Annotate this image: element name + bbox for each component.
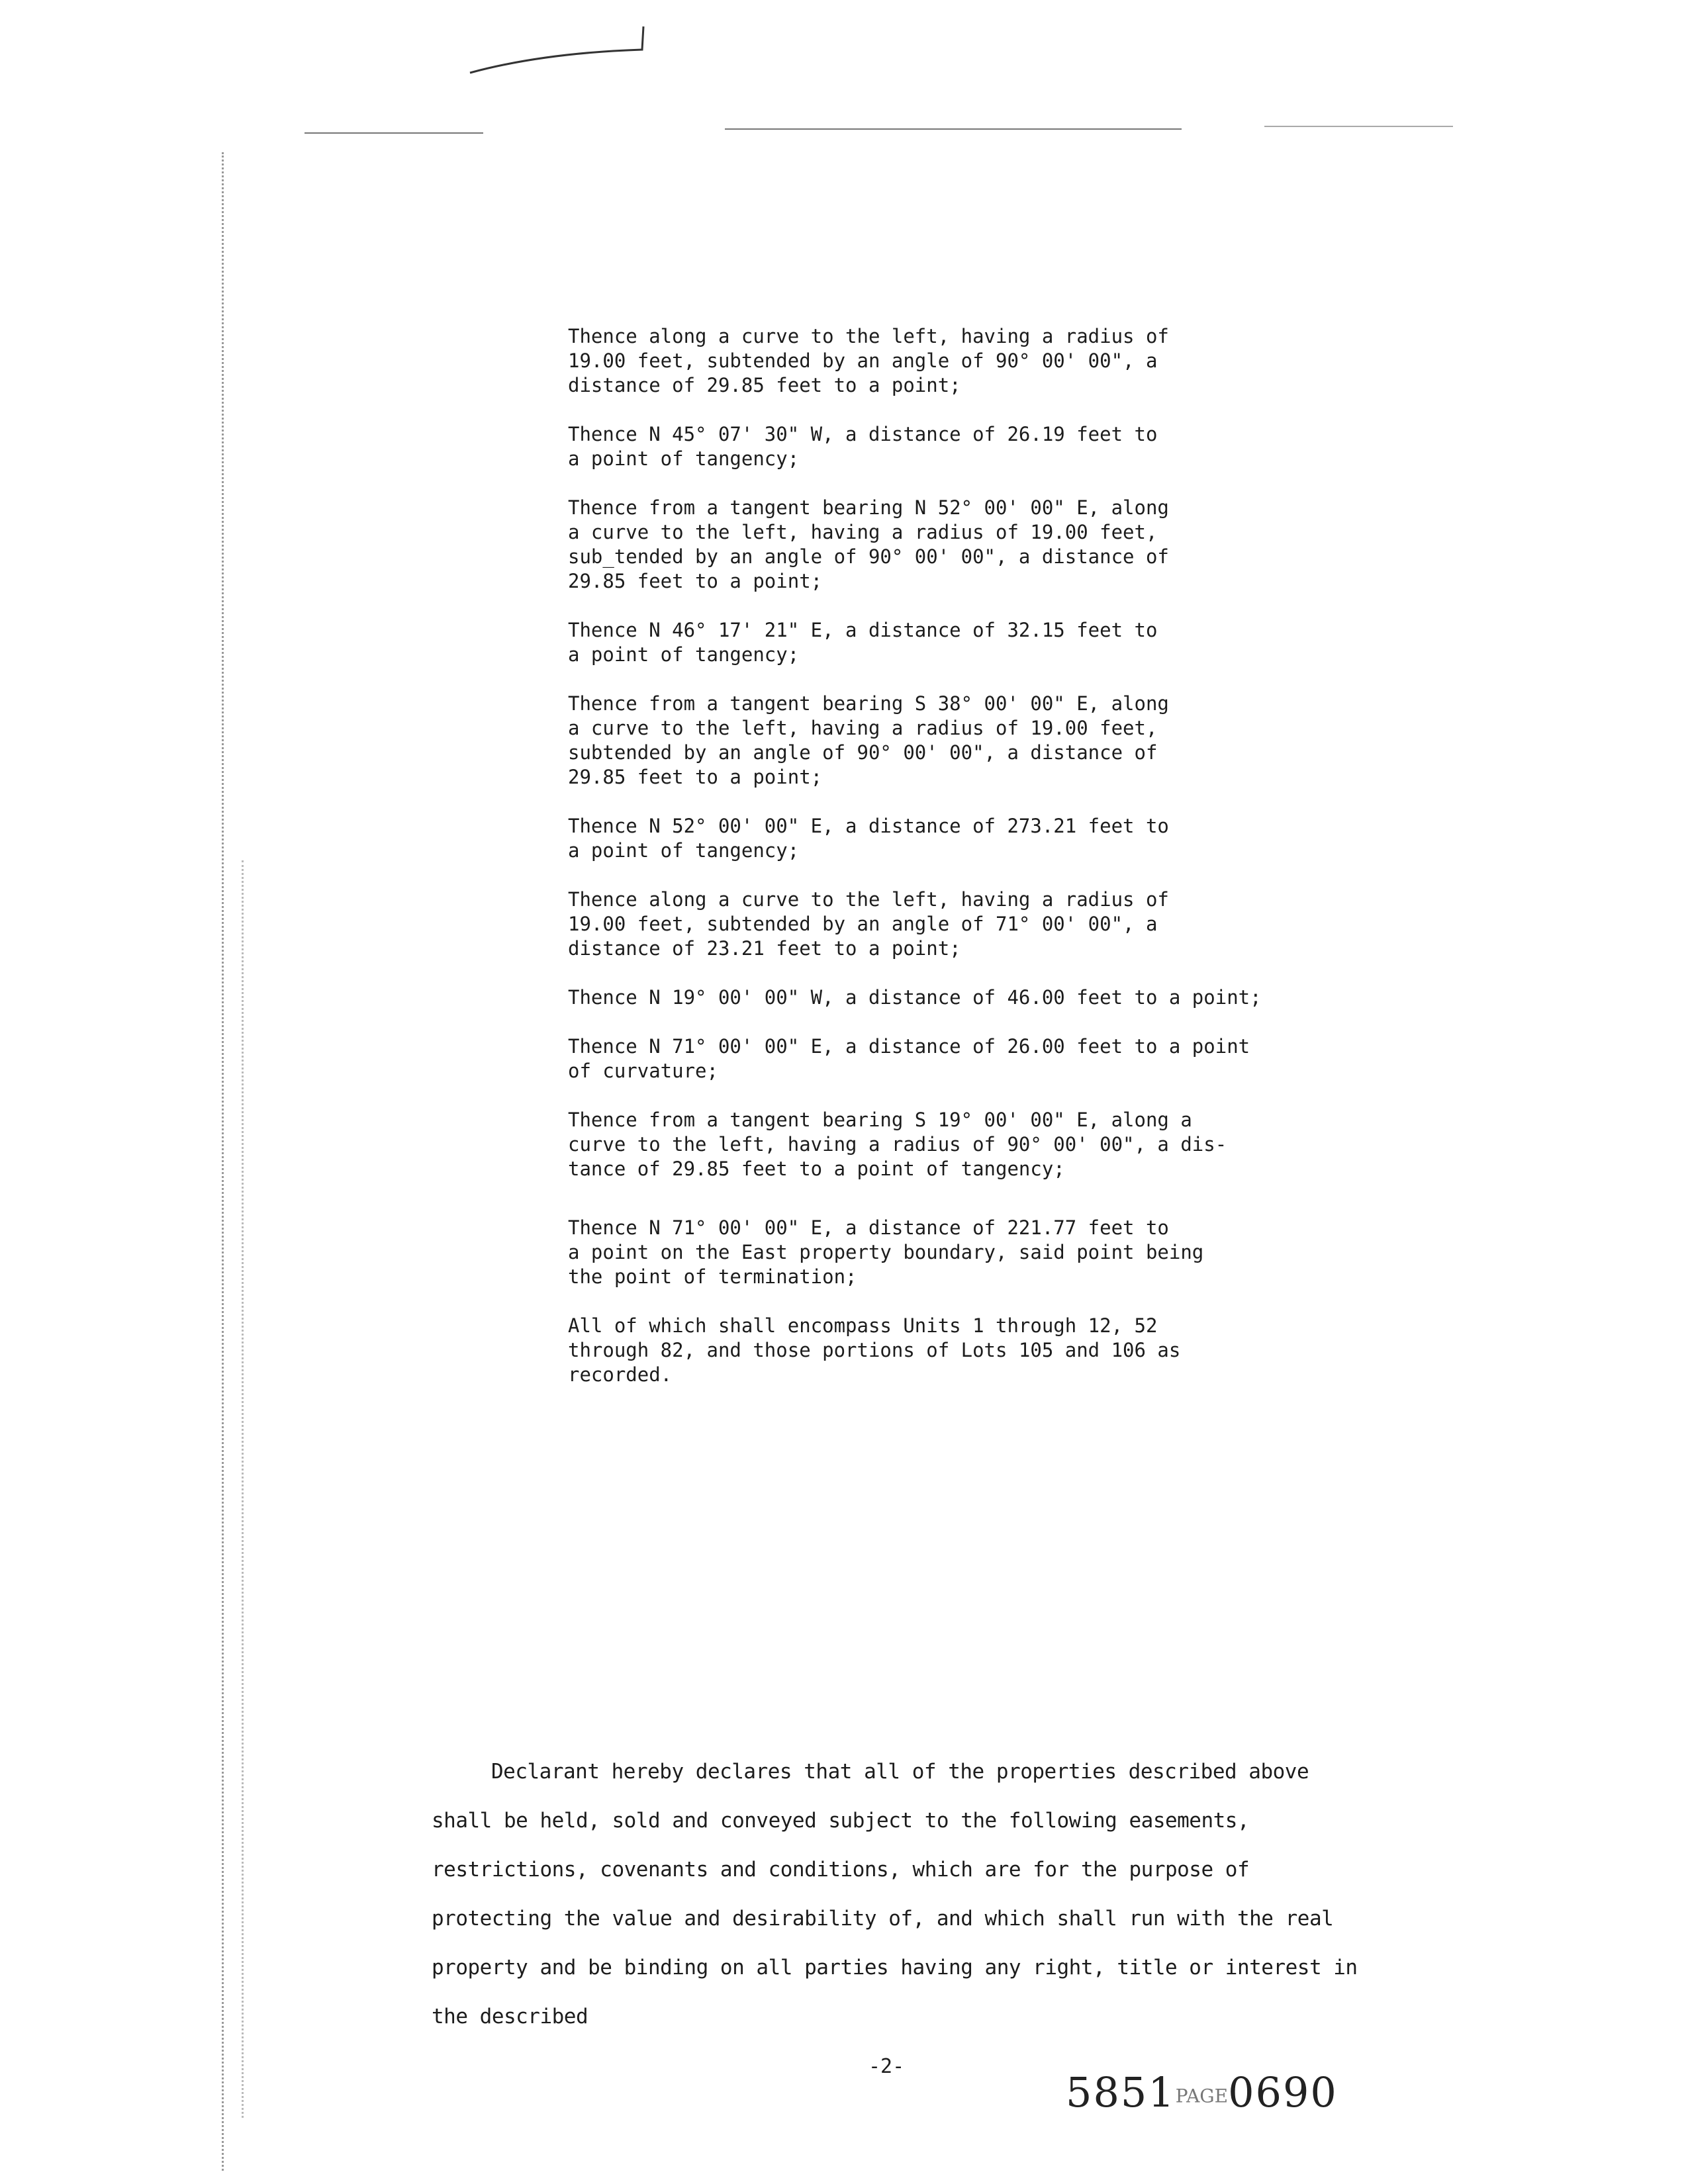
legal-line: 19.00 feet, subtended by an angle of 90° 00' 00", a xyxy=(568,349,1158,372)
page-number: -2- xyxy=(868,2055,905,2078)
legal-line: a point of tangency; xyxy=(568,447,800,470)
legal-line: distance of 29.85 feet to a point; xyxy=(568,374,961,396)
legal-line: curve to the left, having a radius of 90° 00' 00", a dis- xyxy=(568,1133,1227,1156)
legal-line: Thence from a tangent bearing S 19° 00' 00" E, along a xyxy=(568,1109,1192,1131)
legal-line: of curvature; xyxy=(568,1060,718,1082)
scan-artifact-left-margin xyxy=(222,152,226,2171)
legal-line: subtended by an angle of 90° 00' 00", a distance of xyxy=(568,741,1158,764)
legal-line: All of which shall encompass Units 1 through 12, 52 xyxy=(568,1314,1158,1337)
legal-description xyxy=(568,324,1402,1387)
legal-line: distance of 23.21 feet to a point; xyxy=(568,937,961,960)
legal-line: Thence along a curve to the left, having a radius of xyxy=(568,325,1169,347)
recording-stamp xyxy=(1066,2068,1338,2116)
declaration-text: Declarant hereby declares that all of the properties described above shall be held, sold and conveyed subject to the following easements, restrictions, covenants and conditions, which are for the purpose of protecting the value and desirability of, and which shall run with the real property and be binding on all parties having any right, title or interest in the described xyxy=(432,1760,1358,2028)
legal-paragraph xyxy=(568,422,1402,471)
stamp-book: 5851 xyxy=(1066,2068,1176,2116)
declaration-paragraph xyxy=(432,1747,1372,2041)
legal-line: a curve to the left, having a radius of 19.00 feet, xyxy=(568,521,1158,543)
legal-line: a point of tangency; xyxy=(568,839,800,862)
legal-line: Thence N 71° 00' 00" E, a distance of 221.77 feet to xyxy=(568,1216,1169,1239)
legal-paragraph xyxy=(568,985,1402,1010)
legal-line: a point of tangency; xyxy=(568,643,800,666)
legal-line: recorded. xyxy=(568,1363,673,1386)
legal-paragraph xyxy=(568,887,1402,961)
legal-paragraph xyxy=(568,618,1402,667)
legal-line: 29.85 feet to a point; xyxy=(568,766,823,788)
legal-paragraph xyxy=(568,324,1402,398)
legal-line: Thence N 45° 07' 30" W, a distance of 26.19 feet to xyxy=(568,423,1158,445)
legal-line: Thence N 52° 00' 00" E, a distance of 273.21 feet to xyxy=(568,815,1169,837)
legal-line: tance of 29.85 feet to a point of tangency; xyxy=(568,1158,1065,1180)
legal-line: Thence from a tangent bearing N 52° 00' 00" E, along xyxy=(568,496,1169,519)
stamp-mid: PAGE xyxy=(1175,2085,1229,2107)
legal-paragraph xyxy=(568,1034,1402,1083)
scan-artifact-left-margin-2 xyxy=(242,860,246,2118)
legal-paragraph xyxy=(568,692,1402,790)
legal-line: through 82, and those portions of Lots 105 and 106 as xyxy=(568,1338,1181,1361)
legal-line: Thence N 71° 00' 00" E, a distance of 26.00 feet to a point xyxy=(568,1035,1250,1058)
legal-paragraph xyxy=(568,1216,1402,1289)
legal-paragraph xyxy=(568,1108,1402,1181)
legal-line: a curve to the left, having a radius of 19.00 feet, xyxy=(568,717,1158,739)
legal-line: sub_tended by an angle of 90° 00' 00", a distance of xyxy=(568,545,1169,568)
legal-paragraph xyxy=(568,496,1402,594)
legal-line: the point of termination; xyxy=(568,1265,857,1288)
legal-line: a point on the East property boundary, said point being xyxy=(568,1240,1204,1263)
legal-line: Thence along a curve to the left, having a radius of xyxy=(568,888,1169,911)
stamp-page: 0690 xyxy=(1228,2068,1338,2116)
legal-line: 19.00 feet, subtended by an angle of 71° 00' 00", a xyxy=(568,913,1158,935)
legal-line: Thence from a tangent bearing S 38° 00' 00" E, along xyxy=(568,692,1169,715)
legal-line: Thence N 19° 00' 00" W, a distance of 46.00 feet to a point; xyxy=(568,986,1262,1009)
legal-paragraph xyxy=(568,1314,1402,1387)
legal-line: 29.85 feet to a point; xyxy=(568,570,823,592)
legal-paragraph xyxy=(568,814,1402,863)
legal-line: Thence N 46° 17' 21" E, a distance of 32.15 feet to xyxy=(568,619,1158,641)
